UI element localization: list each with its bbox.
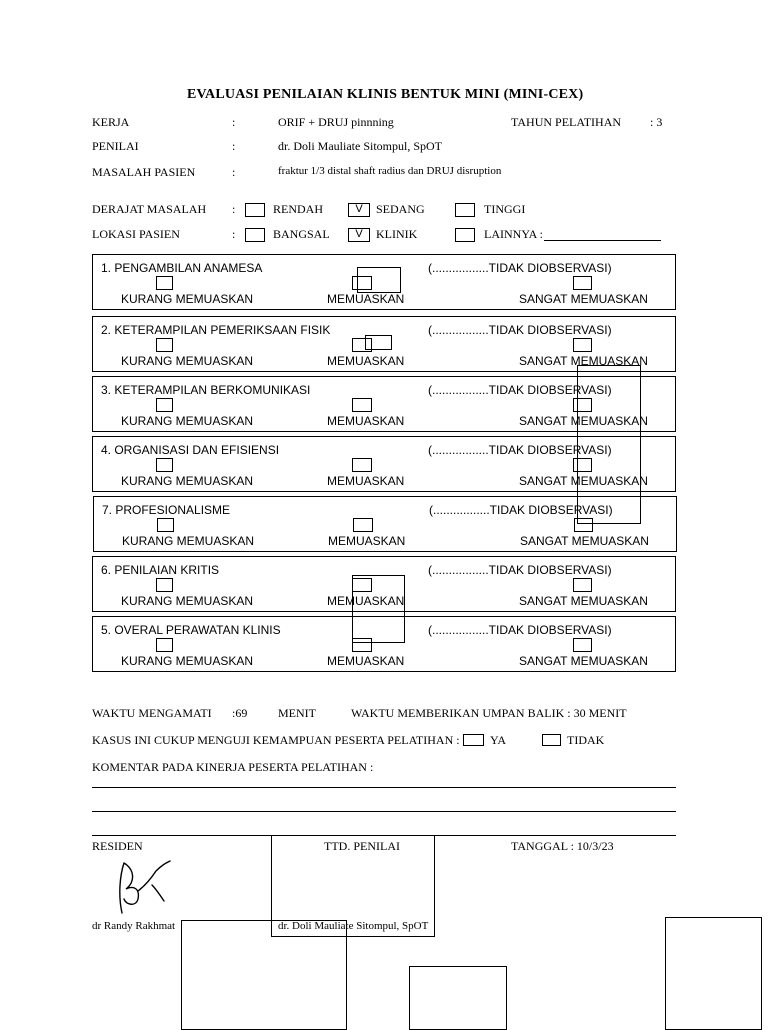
penilai-colon: : (232, 139, 236, 153)
form-title: EVALUASI PENILAIAN KLINIS BENTUK MINI (MINI-CEX) (187, 87, 584, 102)
lainnya-line (544, 240, 661, 241)
section-title: 6. PENILAIAN KRITIS (101, 563, 220, 577)
memuaskan-label: MEMUASKAN (327, 354, 405, 368)
sangat-memuaskan-label: SANGAT MEMUASKAN (519, 414, 648, 428)
menit-label: MENIT (278, 706, 316, 720)
bangsal-checkbox[interactable] (245, 228, 265, 242)
penilai-value: dr. Doli Mauliate Sitompul, SpOT (278, 139, 442, 153)
residen-name: dr Randy Rakhmat (92, 920, 176, 932)
overlay-rect (409, 966, 507, 1030)
lokasi-colon: : (232, 227, 236, 241)
kurang-memuaskan-checkbox[interactable] (156, 276, 173, 290)
kurang-memuaskan-label: KURANG MEMUASKAN (121, 654, 254, 668)
memuaskan-label: MEMUASKAN (327, 474, 405, 488)
kurang-memuaskan-checkbox[interactable] (157, 518, 174, 532)
masalah-label: MASALAH PASIEN (92, 165, 196, 179)
kurang-memuaskan-checkbox[interactable] (156, 578, 173, 592)
memuaskan-checkbox[interactable] (353, 518, 373, 532)
overlay-rect (577, 365, 641, 524)
section-title: 3. KETERAMPILAN BERKOMUNIKASI (101, 383, 311, 397)
ya-label: YA (490, 733, 507, 747)
derajat-label: DERAJAT MASALAH (92, 202, 207, 216)
klinik-label: KLINIK (376, 227, 418, 241)
ttd-penilai-label: TTD. PENILAI (324, 839, 400, 853)
kurang-memuaskan-checkbox[interactable] (156, 398, 173, 412)
rendah-label: RENDAH (273, 202, 323, 216)
komentar-line[interactable] (92, 787, 676, 788)
kurang-memuaskan-checkbox[interactable] (156, 338, 173, 352)
sangat-memuaskan-label: SANGAT MEMUASKAN (519, 654, 648, 668)
tidak-label: TIDAK (567, 733, 605, 747)
tidak-diobservasi-label[interactable]: (.................TIDAK DIOBSERVASI) (429, 503, 613, 517)
komentar-line[interactable] (92, 811, 676, 812)
kurang-memuaskan-label: KURANG MEMUASKAN (121, 594, 254, 608)
memuaskan-label: MEMUASKAN (327, 414, 405, 428)
klinik-checkbox[interactable]: V (348, 228, 370, 242)
overlay-rect (365, 335, 392, 350)
waktu-mengamati-value: :69 (232, 706, 248, 720)
kerja-value: ORIF + DRUJ pinnning (278, 115, 394, 129)
sangat-memuaskan-label: SANGAT MEMUASKAN (519, 594, 648, 608)
tahun-label: TAHUN PELATIHAN (511, 115, 622, 129)
tahun-value: : 3 (650, 115, 663, 129)
masalah-value: fraktur 1/3 distal shaft radius dan DRUJ disruption (278, 165, 502, 177)
sedang-label: SEDANG (376, 202, 425, 216)
sangat-memuaskan-label: SANGAT MEMUASKAN (519, 474, 648, 488)
ya-checkbox[interactable] (463, 734, 484, 746)
section-title: 7. PROFESIONALISME (102, 503, 231, 517)
lainnya-label: LAINNYA : (484, 227, 543, 241)
tinggi-label: TINGGI (484, 202, 526, 216)
memuaskan-checkbox[interactable] (352, 398, 372, 412)
penilai-label: PENILAI (92, 139, 139, 153)
overlay-rect (352, 575, 405, 643)
sangat-memuaskan-checkbox[interactable] (573, 638, 592, 652)
kasus-label: KASUS INI CUKUP MENGUJI KEMAMPUAN PESERTA PELATIHAN : (92, 733, 460, 747)
tidak-checkbox[interactable] (542, 734, 561, 746)
sangat-memuaskan-label: SANGAT MEMUASKAN (519, 354, 648, 368)
sedang-checkbox[interactable]: V (348, 203, 370, 217)
section-title: 4. ORGANISASI DAN EFISIENSI (101, 443, 280, 457)
sangat-memuaskan-checkbox[interactable] (573, 578, 592, 592)
tidak-diobservasi-label[interactable]: (.................TIDAK DIOBSERVASI) (428, 623, 612, 637)
kurang-memuaskan-checkbox[interactable] (156, 458, 173, 472)
kurang-memuaskan-label: KURANG MEMUASKAN (121, 414, 254, 428)
memuaskan-label: MEMUASKAN (327, 594, 405, 608)
komentar-label: KOMENTAR PADA KINERJA PESERTA PELATIHAN : (92, 760, 374, 774)
memuaskan-checkbox[interactable] (352, 458, 372, 472)
memuaskan-label: MEMUASKAN (327, 292, 405, 306)
sangat-memuaskan-label: SANGAT MEMUASKAN (520, 534, 649, 548)
sangat-memuaskan-checkbox[interactable] (573, 338, 592, 352)
tidak-diobservasi-label[interactable]: (.................TIDAK DIOBSERVASI) (428, 563, 612, 577)
tanggal-label: TANGGAL : 10/3/23 (511, 839, 614, 853)
kurang-memuaskan-label: KURANG MEMUASKAN (121, 354, 254, 368)
bangsal-label: BANGSAL (273, 227, 330, 241)
section-title: 1. PENGAMBILAN ANAMESA (101, 261, 263, 275)
rendah-checkbox[interactable] (245, 203, 265, 217)
memuaskan-label: MEMUASKAN (327, 654, 405, 668)
penilai-name: dr. Doli Mauliate Sitompul, SpOT (278, 920, 429, 932)
kurang-memuaskan-label: KURANG MEMUASKAN (122, 534, 255, 548)
sangat-memuaskan-label: SANGAT MEMUASKAN (519, 292, 648, 306)
tidak-diobservasi-label[interactable]: (.................TIDAK DIOBSERVASI) (428, 323, 612, 337)
lokasi-label: LOKASI PASIEN (92, 227, 180, 241)
memuaskan-label: MEMUASKAN (328, 534, 406, 548)
sangat-memuaskan-checkbox[interactable] (573, 276, 592, 290)
overlay-rect (181, 920, 347, 1030)
section-title: 2. KETERAMPILAN PEMERIKSAAN FISIK (101, 323, 331, 337)
lainnya-checkbox[interactable] (455, 228, 475, 242)
kurang-memuaskan-label: KURANG MEMUASKAN (121, 292, 254, 306)
kerja-colon: : (232, 115, 236, 129)
residen-label: RESIDEN (92, 839, 143, 853)
derajat-colon: : (232, 202, 236, 216)
masalah-colon: : (232, 165, 236, 179)
tidak-diobservasi-label[interactable]: (.................TIDAK DIOBSERVASI) (428, 261, 612, 275)
tinggi-checkbox[interactable] (455, 203, 475, 217)
waktu-mengamati-label: WAKTU MENGAMATI (92, 706, 212, 720)
overlay-rect (665, 917, 762, 1030)
residen-signature (112, 855, 174, 917)
section-title: 5. OVERAL PERAWATAN KLINIS (101, 623, 281, 637)
kerja-label: KERJA (92, 115, 130, 129)
kurang-memuaskan-label: KURANG MEMUASKAN (121, 474, 254, 488)
kurang-memuaskan-checkbox[interactable] (156, 638, 173, 652)
tidak-diobservasi-label[interactable]: (.................TIDAK DIOBSERVASI) (428, 443, 612, 457)
umpan-balik-label: WAKTU MEMBERIKAN UMPAN BALIK : 30 MENIT (351, 706, 627, 720)
overlay-rect (357, 267, 401, 293)
tidak-diobservasi-label[interactable]: (.................TIDAK DIOBSERVASI) (428, 383, 612, 397)
